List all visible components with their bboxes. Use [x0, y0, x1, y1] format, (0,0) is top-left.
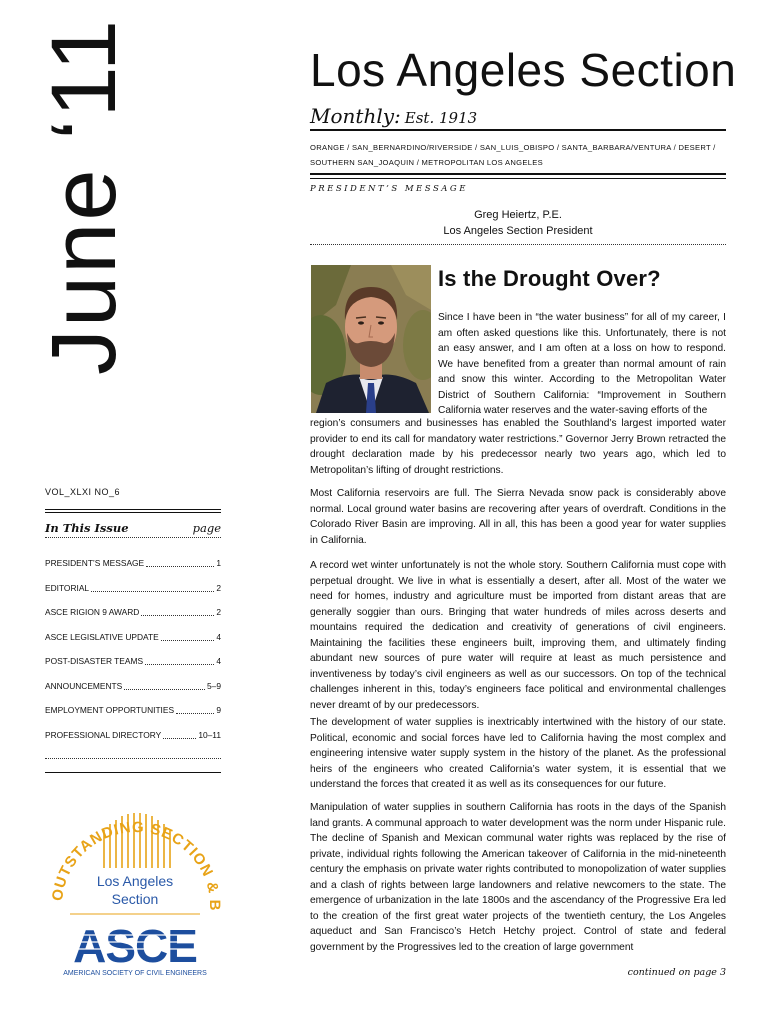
toc-item[interactable] [45, 607, 221, 632]
author-photo [311, 265, 431, 413]
toc-item[interactable] [45, 705, 221, 730]
toc-dotted-divider [45, 537, 221, 538]
toc-item-label: PRESIDENT’S MESSAGE [45, 558, 145, 568]
award-badge [40, 778, 230, 978]
toc-leader-dots [146, 558, 214, 567]
issue-date-vertical: June ‘11 [33, 17, 135, 375]
masthead-rule [310, 129, 726, 131]
toc-item-label: PROFESSIONAL DIRECTORY [45, 729, 162, 740]
regions-list: ORANGE / SAN_BERNARDINO/RIVERSIDE / SAN_LUIS_OBISPO / SANTA_BARBARA/VENTURA / DESERT / SOUTHERN SAN_JOAQUIN / METROPOLITAN LOS ANGELES [310, 143, 716, 167]
toc-item-page: 1 [216, 558, 221, 568]
asce-society-name: AMERICAN SOCIETY OF CIVIL ENGINEERS [63, 970, 207, 977]
established-label: Est. 1913 [404, 109, 478, 127]
toc-title: In This Issue [45, 521, 129, 535]
toc-item-page: 2 [216, 582, 221, 593]
award-section-line2: Section [111, 891, 159, 907]
toc-item-label: ASCE LEGISLATIVE UPDATE [45, 631, 159, 642]
toc-leader-dots [141, 607, 214, 616]
continued-link[interactable]: continued on page 3 [627, 967, 726, 978]
volume-number: VOL_XLXI NO_6 [45, 487, 121, 497]
toc-page-label: page [192, 521, 221, 535]
toc-item-page: 5–9 [207, 680, 221, 691]
toc-item[interactable] [45, 632, 221, 657]
toc-item-label: EDITORIAL [45, 582, 90, 593]
toc-item-page: 2 [216, 607, 221, 617]
toc-item[interactable] [45, 656, 221, 681]
toc-item-page: 9 [216, 705, 221, 715]
section-kicker: PRESIDENT’S MESSAGE [310, 184, 468, 194]
article-paragraph-3: A record wet winter unfortunately is not the whole story. Southern California must cope with perpetual drought. We live in what is essentially a desert, after all. Most of the water we need for homes, industry and agriculture must be imported from distant areas that are generally soggier than ours. Bringing that water hundreds of miles across deserts and mountains required the dedication and creativity of generations of civil engineers. Maintaining the facilities these engineers built, improving them, and ultimately finding abundant new sources of pure water will require at least as much persistence and inventiveness by today’s civil engineers as well as our successors. On top of the technical challenges inherent in this, today’s engineers face political and environmental challenges never dreamt of by our predecessors. [310, 560, 726, 711]
masthead-title: Los Angeles Section [310, 44, 737, 96]
award-section-line1: Los Angeles [96, 873, 174, 889]
article-paragraph-1: Since I have been in “the water business” for all of my career, I am often asked questions like this. Unfortunately, there is not an easy answer, and I am often at a loss on how to respond. We have benefited from a greater than normal amount of rain and snow this winter. According to the Metropolitan Water District of Southern California: “Improvement in Southern California water reserves and the water-saving efforts of the [438, 312, 726, 416]
author-title: Los Angeles Section President [443, 225, 593, 237]
toc-leader-dots [124, 681, 205, 690]
toc-item-label: ANNOUNCEMENTS [45, 680, 123, 691]
author-name: Greg Heiertz, P.E. [474, 209, 562, 221]
masthead-subtitle: Monthly: Est. 1913 [310, 104, 478, 128]
toc-leader-dots [163, 730, 196, 739]
toc-item[interactable] [45, 583, 221, 608]
article-paragraph-4: The development of water supplies is inextricably intertwined with the history of our state. Political, economic and social forces have led to California having the most complex and engineering intensive water supply system in the history of the planet. As the professional heirs of the engineers who created California’s water system, it is essential that we understand the forces that created it as well as its consequences for our future. [310, 717, 726, 790]
dotted-divider [310, 244, 726, 245]
toc-item-page: 4 [216, 631, 221, 642]
toc-leader-dots [176, 705, 214, 714]
toc-leader-dots [161, 632, 215, 641]
award-arc-text: OUTSTANDING SECTION & B [49, 818, 224, 912]
toc-item-label: POST-DISASTER TEAMS [45, 656, 144, 666]
toc-list [45, 558, 221, 754]
toc-leader-dots [91, 583, 214, 592]
toc-item-page: 4 [216, 656, 221, 666]
toc-header [45, 521, 221, 535]
toc-item-page: 10–11 [198, 729, 221, 740]
toc-item-label: ASCE RIGION 9 AWARD [45, 607, 140, 617]
asce-logo: ASCE [73, 920, 197, 972]
divider-rule [310, 173, 726, 179]
article-paragraph-2: Most California reservoirs are full. The Sierra Nevada snow pack is considerably above normal. Local ground water basins are recovering after years of overdraft. Conditions in the Colorado River Basin are improving. All in all, this has been a good year for water supplies in California. [310, 488, 726, 546]
toc-item[interactable] [45, 558, 221, 583]
toc-item[interactable] [45, 681, 221, 706]
toc-rule [45, 509, 221, 513]
toc-rule-bottom [45, 772, 221, 773]
toc-dotted-divider-bottom [45, 758, 221, 759]
byline [310, 207, 726, 239]
toc-item-label: EMPLOYMENT OPPORTUNITIES [45, 705, 175, 715]
article-paragraph-5: Manipulation of water supplies in southern California has roots in the days of the Spanish land grants. A communal approach to water development was the norm under Hispanic rule. The decline of Spanish and Mexican communal water rights was replaced by the rise of private, individual rights following the American takeover of California in the mid-nineteenth century the emphasis on private water rights contributed to monopolization of water supplies and a clash of rights between large landowners and relative newcomers to the state. The emergence of urbanization in the late 1800s and the ascendancy of the Progressive Era led to the creation of the first great water projects of the twentieth century, the Los Angeles aqueduct and San Francisco’s Hetch Hetchy project. Control of state and federal government by the Progressives led to the creation of large government [310, 802, 726, 953]
toc-item[interactable] [45, 730, 221, 755]
toc-leader-dots [145, 656, 214, 665]
article-paragraph-1-cont: region’s consumers and businesses has enabled the Southland’s largest imported water provider to end its call for mandatory water restrictions.” Governor Jerry Brown retracted the drought declaration made by his predecessor nearly two years ago, which led to Metropolitan’s lifting of drought restrictions. [310, 418, 726, 476]
article-headline: Is the Drought Over? [438, 266, 661, 291]
